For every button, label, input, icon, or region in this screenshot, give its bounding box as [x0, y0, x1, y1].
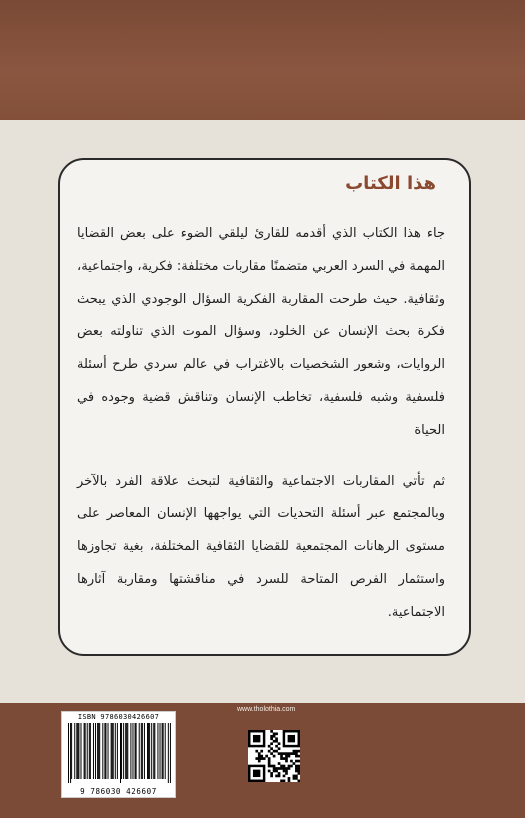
barcode-icon — [68, 723, 171, 783]
isbn-label: ISBN 9786030426607 — [77, 713, 160, 721]
blurb-title: هذا الكتاب — [345, 173, 436, 194]
book-blurb-card — [58, 158, 471, 656]
publisher-website[interactable]: www.tholothia.com — [237, 706, 296, 713]
isbn-digits: 9 786030 426607 — [80, 787, 157, 796]
qr-code-icon — [248, 730, 300, 782]
blurb-paragraph-2: ثم تأتي المقاربات الاجتماعية والثقافية لتبحث علاقة الفرد بالآخر وبالمجتمع عبر أسئلة التحديات التي يواجهها الإنسان المعاصر على مستوى الرهانات المجتمعية للقضايا الثقافية المختلفة، بغية تجاوزها واستثمار الفرص المتاحة للسرد في مناقشتها ومقاربة آثارها الاجتماعية. — [77, 473, 445, 620]
isbn-barcode — [61, 711, 176, 798]
top-color-band — [0, 0, 525, 120]
blurb-paragraph-1: جاء هذا الكتاب الذي أقدمه للقارئ ليلقي الضوء على بعض القضايا المهمة في السرد العربي متضمنًا مقاربات مختلفة: فكرية، واجتماعية، وثقافية. حيث طرحت المقاربة الفكرية السؤال الوجودي الذي يبحث فكرة بحث الإنسان عن الخلود، وسؤال الموت الذي تناولته بعض الروايات، وشعور الشخصيات بالاغتراب في عالم سردي طرح أسئلة فلسفية وشبه فلسفية، تخاطب الإنسان وتناقش قضية وجوده في الحياة — [77, 226, 445, 438]
blurb-body — [77, 218, 445, 648]
